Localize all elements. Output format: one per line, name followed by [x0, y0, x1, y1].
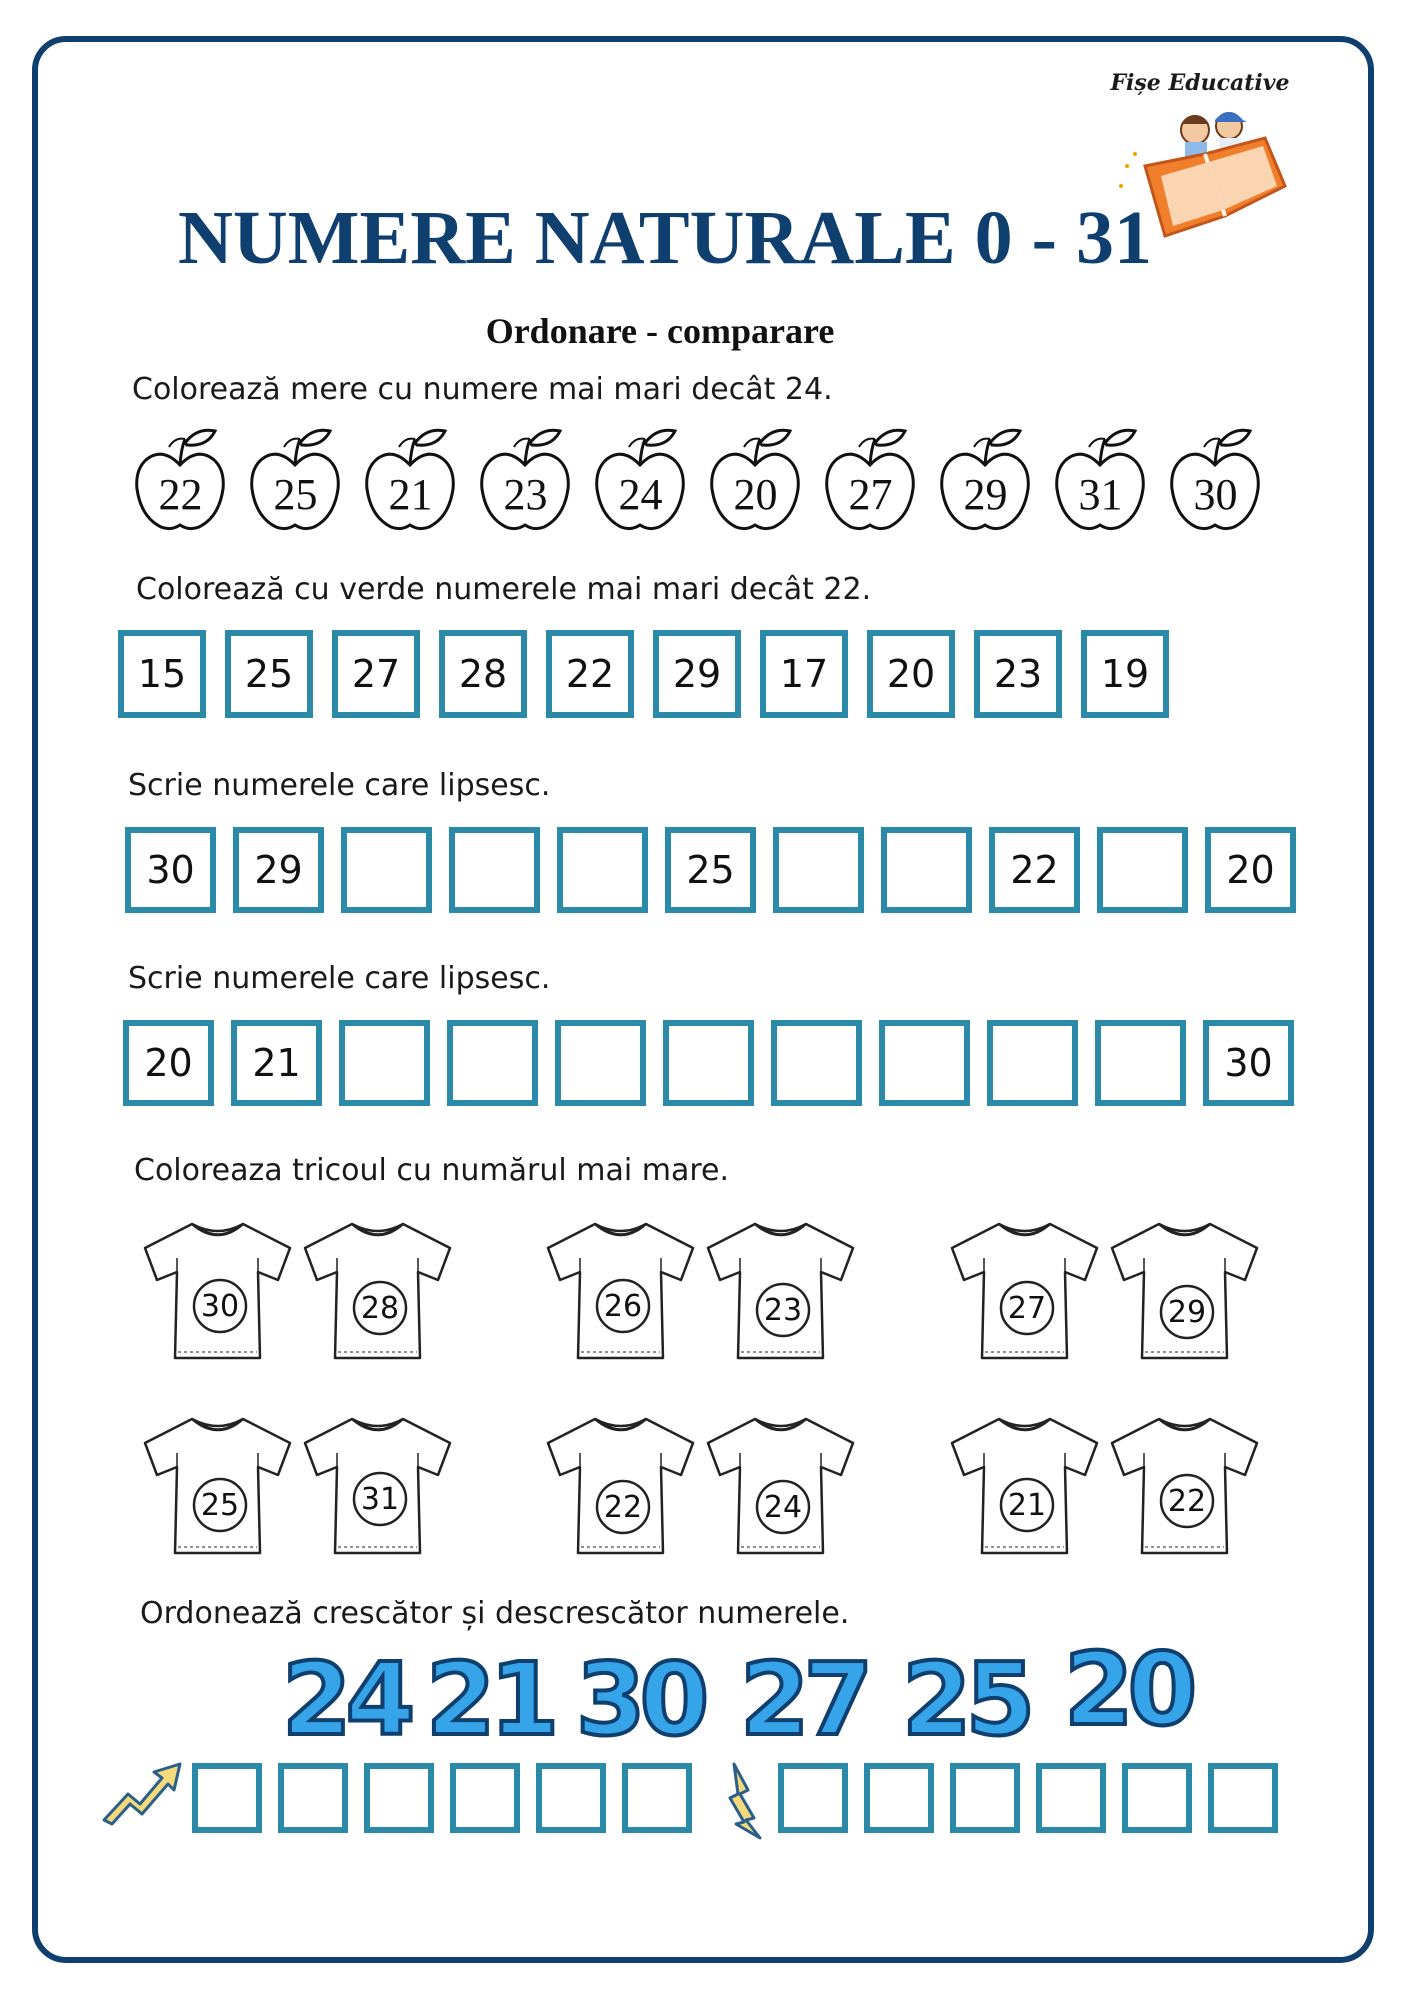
instruction-missing-2: Scrie numerele care lipsesc.: [128, 961, 551, 996]
t-shirt[interactable]: [947, 1218, 1102, 1363]
number-box-empty[interactable]: [447, 1020, 538, 1106]
number-box[interactable]: 20: [123, 1020, 214, 1106]
t-shirt-number: 22: [603, 1489, 643, 1525]
descending-box[interactable]: [1122, 1763, 1192, 1833]
number-box-empty[interactable]: [557, 827, 648, 913]
apple[interactable]: [1168, 425, 1263, 535]
number-box[interactable]: 23: [974, 630, 1062, 718]
t-shirt[interactable]: [1107, 1218, 1262, 1363]
number-box[interactable]: 19: [1081, 630, 1169, 718]
order-number: 27: [740, 1641, 868, 1758]
instruction-order: Ordonează crescător și descrescător numerele.: [140, 1596, 850, 1631]
t-shirt[interactable]: [543, 1218, 698, 1363]
number-box-empty[interactable]: [879, 1020, 970, 1106]
apple-number: 22: [158, 470, 203, 519]
ascending-box[interactable]: [536, 1763, 606, 1833]
apple[interactable]: [363, 425, 458, 535]
apple-number: 21: [388, 470, 433, 519]
t-shirt[interactable]: [703, 1413, 858, 1558]
number-box-empty[interactable]: [1097, 827, 1188, 913]
apple-number: 24: [618, 470, 663, 519]
descending-box[interactable]: [1208, 1763, 1278, 1833]
t-shirt[interactable]: [1107, 1413, 1262, 1558]
apple-number: 31: [1078, 470, 1123, 519]
apple-number: 30: [1193, 470, 1238, 519]
order-number: 30: [576, 1641, 704, 1758]
number-box[interactable]: 17: [760, 630, 848, 718]
apple[interactable]: [248, 425, 343, 535]
number-box[interactable]: 27: [332, 630, 420, 718]
number-box-empty[interactable]: [987, 1020, 1078, 1106]
apple-number: 27: [848, 470, 893, 519]
descending-box[interactable]: [864, 1763, 934, 1833]
instruction-shirts: Coloreaza tricoul cu numărul mai mare.: [134, 1153, 729, 1188]
number-box[interactable]: 21: [231, 1020, 322, 1106]
number-box[interactable]: 20: [1205, 827, 1296, 913]
number-box-empty[interactable]: [341, 827, 432, 913]
apple-number: 29: [963, 470, 1008, 519]
ascending-box-row: [192, 1763, 708, 1833]
t-shirt-number: 25: [200, 1487, 240, 1523]
t-shirt[interactable]: [300, 1413, 455, 1558]
t-shirt-number: 24: [763, 1489, 803, 1525]
descending-box-row: [778, 1763, 1294, 1833]
apple[interactable]: [593, 425, 688, 535]
order-number: 21: [426, 1641, 554, 1758]
number-box-empty[interactable]: [771, 1020, 862, 1106]
t-shirt-number: 31: [360, 1481, 400, 1517]
page-title: NUMERE NATURALE 0 - 31: [178, 196, 1152, 280]
t-shirt-number: 30: [200, 1288, 240, 1324]
instruction-green: Colorează cu verde numerele mai mari decât 22.: [136, 572, 872, 607]
order-number: 25: [902, 1641, 1030, 1758]
instruction-missing-1: Scrie numerele care lipsesc.: [128, 768, 551, 803]
t-shirt-number: 21: [1007, 1487, 1047, 1523]
ascending-box[interactable]: [364, 1763, 434, 1833]
descending-box[interactable]: [950, 1763, 1020, 1833]
apple[interactable]: [823, 425, 918, 535]
number-box-empty[interactable]: [555, 1020, 646, 1106]
ascending-box[interactable]: [278, 1763, 348, 1833]
number-box-empty[interactable]: [339, 1020, 430, 1106]
apple[interactable]: [1053, 425, 1148, 535]
number-box[interactable]: 28: [439, 630, 527, 718]
ascending-box[interactable]: [192, 1763, 262, 1833]
apple[interactable]: [938, 425, 1033, 535]
number-box-empty[interactable]: [1095, 1020, 1186, 1106]
t-shirt[interactable]: [300, 1218, 455, 1363]
number-box[interactable]: 30: [1203, 1020, 1294, 1106]
apple[interactable]: [478, 425, 573, 535]
t-shirt-number: 29: [1167, 1294, 1207, 1330]
apple-number: 23: [503, 470, 548, 519]
descending-box[interactable]: [1036, 1763, 1106, 1833]
instruction-apples: Colorează mere cu numere mai mari decât 24.: [132, 372, 833, 407]
apple-number: 25: [273, 470, 318, 519]
missing-number-row-1: [125, 827, 1313, 913]
number-box[interactable]: 20: [867, 630, 955, 718]
t-shirt[interactable]: [947, 1413, 1102, 1558]
number-box-empty[interactable]: [449, 827, 540, 913]
order-number: 20: [1064, 1631, 1192, 1748]
t-shirt-number: 23: [763, 1292, 803, 1328]
number-box[interactable]: 25: [665, 827, 756, 913]
t-shirt[interactable]: [140, 1218, 295, 1363]
number-box[interactable]: 22: [989, 827, 1080, 913]
apple[interactable]: [133, 425, 228, 535]
apple[interactable]: [708, 425, 803, 535]
number-box-empty[interactable]: [773, 827, 864, 913]
missing-number-row-2: [123, 1020, 1311, 1106]
number-box[interactable]: 22: [546, 630, 634, 718]
ascending-box[interactable]: [450, 1763, 520, 1833]
page-subtitle: Ordonare - comparare: [485, 311, 835, 351]
descending-box[interactable]: [778, 1763, 848, 1833]
t-shirt-number: 28: [360, 1290, 400, 1326]
number-box-empty[interactable]: [663, 1020, 754, 1106]
t-shirt-number: 27: [1007, 1290, 1047, 1326]
apple-row: [133, 425, 1283, 535]
t-shirt-number: 26: [603, 1288, 643, 1324]
apple-number: 20: [733, 470, 778, 519]
arrow-down-icon: [726, 1760, 766, 1840]
number-box-empty[interactable]: [881, 827, 972, 913]
t-shirt[interactable]: [140, 1413, 295, 1558]
logo-text: Fișe Educative: [1110, 70, 1290, 96]
arrow-up-icon: [100, 1760, 184, 1826]
number-box[interactable]: 25: [225, 630, 313, 718]
number-box[interactable]: 15: [118, 630, 206, 718]
number-box[interactable]: 29: [653, 630, 741, 718]
t-shirt-number: 22: [1167, 1483, 1207, 1519]
number-box[interactable]: 30: [125, 827, 216, 913]
ascending-box[interactable]: [622, 1763, 692, 1833]
t-shirt[interactable]: [703, 1218, 858, 1363]
t-shirt[interactable]: [543, 1413, 698, 1558]
number-box[interactable]: 29: [233, 827, 324, 913]
compare-box-row: [118, 630, 1188, 718]
order-number: 24: [282, 1641, 410, 1758]
